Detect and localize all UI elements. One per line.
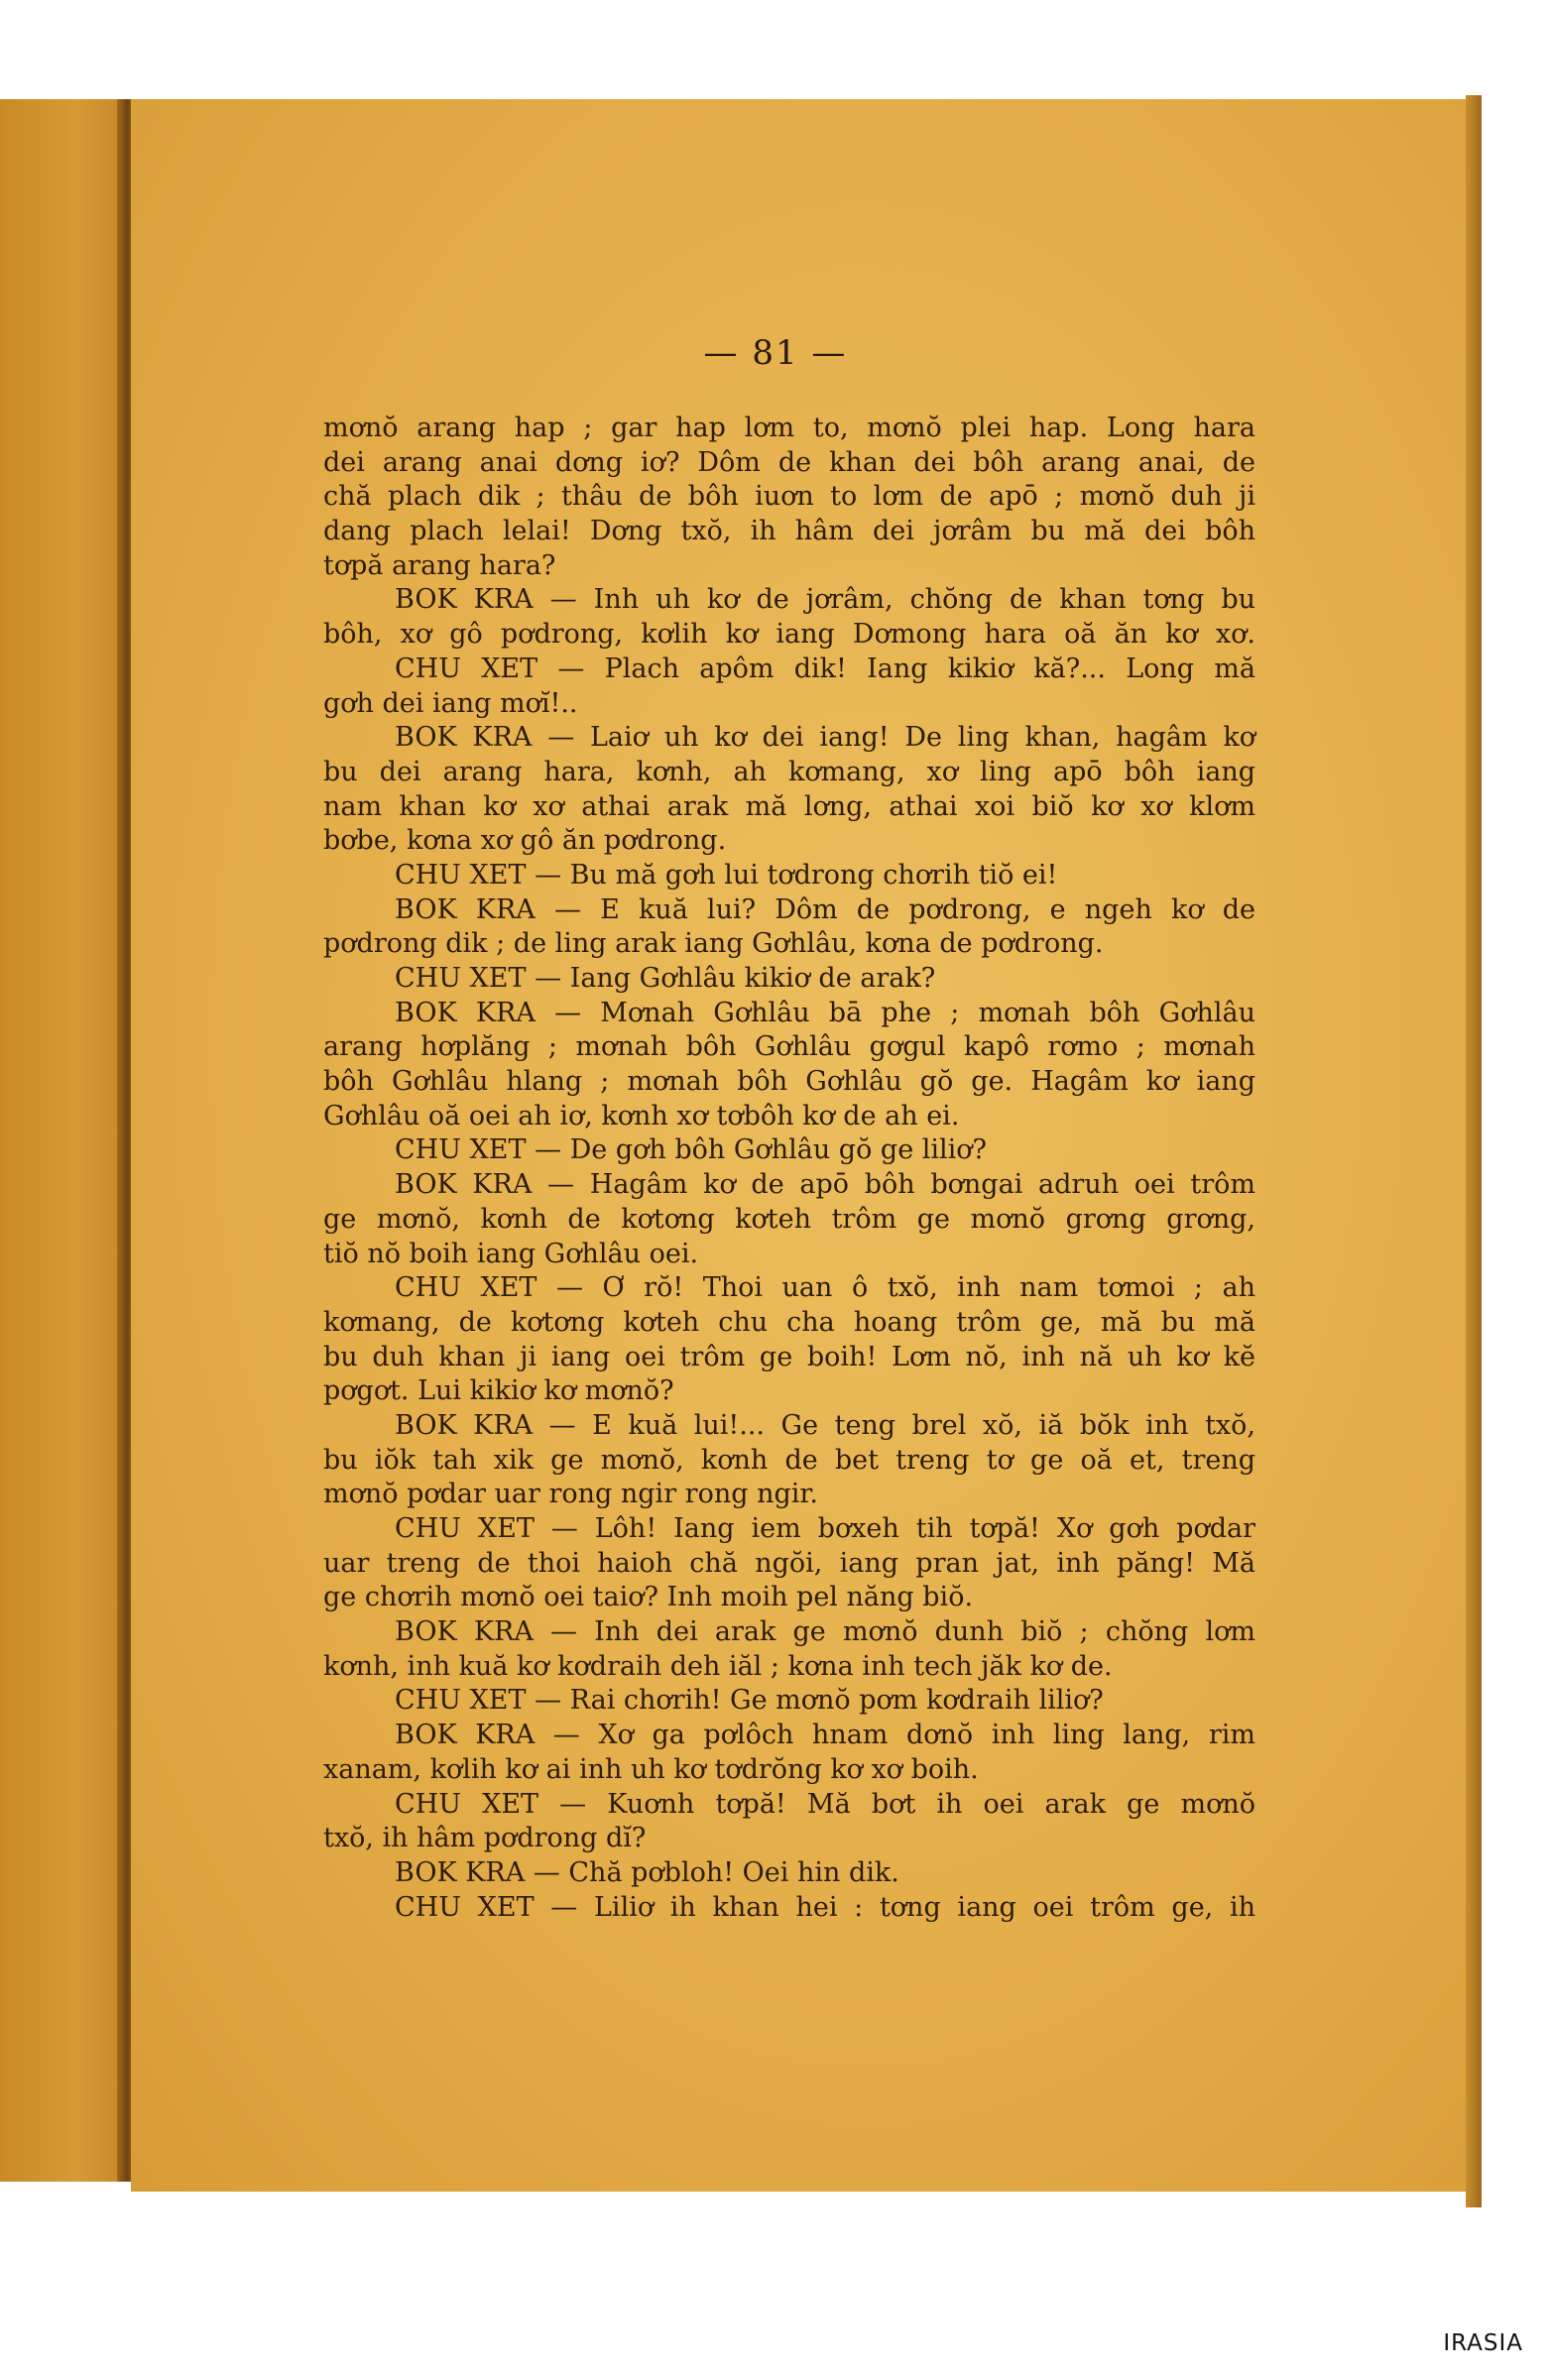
text-line: CHU XET — Ơ rŏ! Thoi uan ô txŏ, inh nam tơmoi ; ah [395,1272,1255,1304]
text-line: bu duh khan ji iang oei trôm ge boih! Lơm nŏ, inh nă uh kơ kĕ [323,1341,1255,1372]
text-line: tiŏ nŏ boih iang Gơhlâu oei. [323,1238,699,1269]
text-line: ge chơrih mơnŏ oei taiơ? Inh moih pel năng biŏ. [323,1582,974,1613]
text-line: tơpă arang hara? [323,549,556,581]
text-line: ge mơnŏ, kơnh de kơtơng kơteh trôm ge mơnŏ grơng grơng, [323,1203,1255,1235]
text-line: dei arang anai dơng iơ? Dôm de khan dei bôh arang anai, de [323,446,1255,478]
body-text [323,412,1255,1925]
text-line: BOK KRA — Xơ ga pơlôch hnam dơnŏ inh ling lang, rim [395,1720,1255,1751]
page-edge-shadow [1466,95,1482,2207]
text-line: bu dei arang hara, kơnh, ah kơmang, xơ ling apō bôh iang [323,756,1255,787]
text-line: BOK KRA — Chă pơbloh! Oei hin dik. [395,1856,899,1888]
text-line: pơgơt. Lui kikiơ kơ mơnŏ? [323,1375,674,1407]
watermark-label: IRASIA [1443,2330,1523,2356]
text-line: uar treng de thoi haioh chă ngŏi, iang pran jat, inh păng! Mă [323,1547,1255,1579]
text-line: CHU XET — Iang Gơhlâu kikiơ de arak? [395,963,936,994]
text-line: xanam, kơlih kơ ai inh uh kơ tơdrŏng kơ xơ boih. [323,1753,979,1785]
text-line: BOK KRA — Hagâm kơ de apō bôh bơngai adruh oei trôm [395,1169,1255,1201]
text-line: arang hơplăng ; mơnah bôh Gơhlâu gơgul kapô rơmo ; mơnah [323,1031,1255,1063]
text-line: CHU XET — Bu mă gơh lui tơdrong chơrih tiŏ ei! [395,859,1058,891]
text-line: mơnŏ pơdar uar rong ngir rong ngir. [323,1479,818,1510]
text-line: BOK KRA — Inh uh kơ de jơrâm, chŏng de khan tơng bu [395,584,1255,616]
text-line: BOK KRA — E kuă lui? Dôm de pơdrong, e ngeh kơ de [395,893,1255,925]
text-line: bu iŏk tah xik ge mơnŏ, kơnh de bet treng tơ ge oă et, treng [323,1444,1255,1476]
text-line: nam khan kơ xơ athai arak mă lơng, athai xoi biŏ kơ xơ klơm [323,790,1255,822]
text-line: CHU XET — Liliơ ih khan hei : tơng iang oei trôm ge, ih [395,1891,1255,1923]
text-line: chă plach dik ; thâu de bôh iuơn to lơm de apō ; mơnŏ duh ji [323,481,1255,513]
text-line: CHU XET — Kuơnh tơpă! Mă bơt ih oei arak ge mơnŏ [395,1788,1255,1820]
page-number: — 81 — [703,333,848,373]
text-line: gơh dei iang mơĭ!.. [323,687,578,719]
text-line: BOK KRA — E kuă lui!... Ge teng brel xŏ, iă bŏk inh txŏ, [395,1409,1255,1441]
text-line: kơnh, inh kuă kơ kơdraih deh iăl ; kơna inh tech jăk kơ de. [323,1650,1113,1682]
text-line: bôh, xơ gô pơdrong, kơlih kơ iang Dơmong hara oă ăn kơ xơ. [323,619,1255,651]
left-page-edge [0,99,124,2182]
text-line: mơnŏ arang hap ; gar hap lơm to, mơnŏ plei hap. Long hara [323,413,1255,443]
text-line: bôh Gơhlâu hlang ; mơnah bôh Gơhlâu gŏ ge. Hagâm kơ iang [323,1066,1255,1098]
text-line: Gơhlâu oă oei ah iơ, kơnh xơ tơbôh kơ de ah ei. [323,1100,960,1131]
text-line: pơdrong dik ; de ling arak iang Gơhlâu, kơna de pơdrong. [323,928,1104,960]
text-line: bơbe, kơna xơ gô ăn pơdrong. [323,825,727,857]
text-line: kơmang, de kơtơng kơteh chu cha hoang trôm ge, mă bu mă [323,1306,1255,1338]
text-line: CHU XET — Plach apôm dik! Iang kikiơ kă?... Long mă [395,653,1255,684]
text-line: txŏ, ih hâm pơdrong dĭ? [323,1823,647,1854]
text-line: CHU XET — Rai chơrih! Ge mơnŏ pơm kơdraih liliơ? [395,1685,1104,1717]
text-line: CHU XET — De gơh bôh Gơhlâu gŏ ge liliơ? [395,1134,988,1166]
text-line: CHU XET — Lôh! Iang iem bơxeh tih tơpă! Xơ gơh pơdar [395,1513,1255,1544]
text-line: BOK KRA — Mơnah Gơhlâu bā phe ; mơnah bôh Gơhlâu [395,997,1255,1028]
text-line: BOK KRA — Inh dei arak ge mơnŏ dunh biŏ ; chŏng lơm [395,1616,1255,1648]
text-line: BOK KRA — Laiơ uh kơ dei iang! De ling khan, hagâm kơ [395,722,1255,754]
text-line: dang plach lelai! Dơng txŏ, ih hâm dei jơrâm bu mă dei bôh [323,516,1255,547]
